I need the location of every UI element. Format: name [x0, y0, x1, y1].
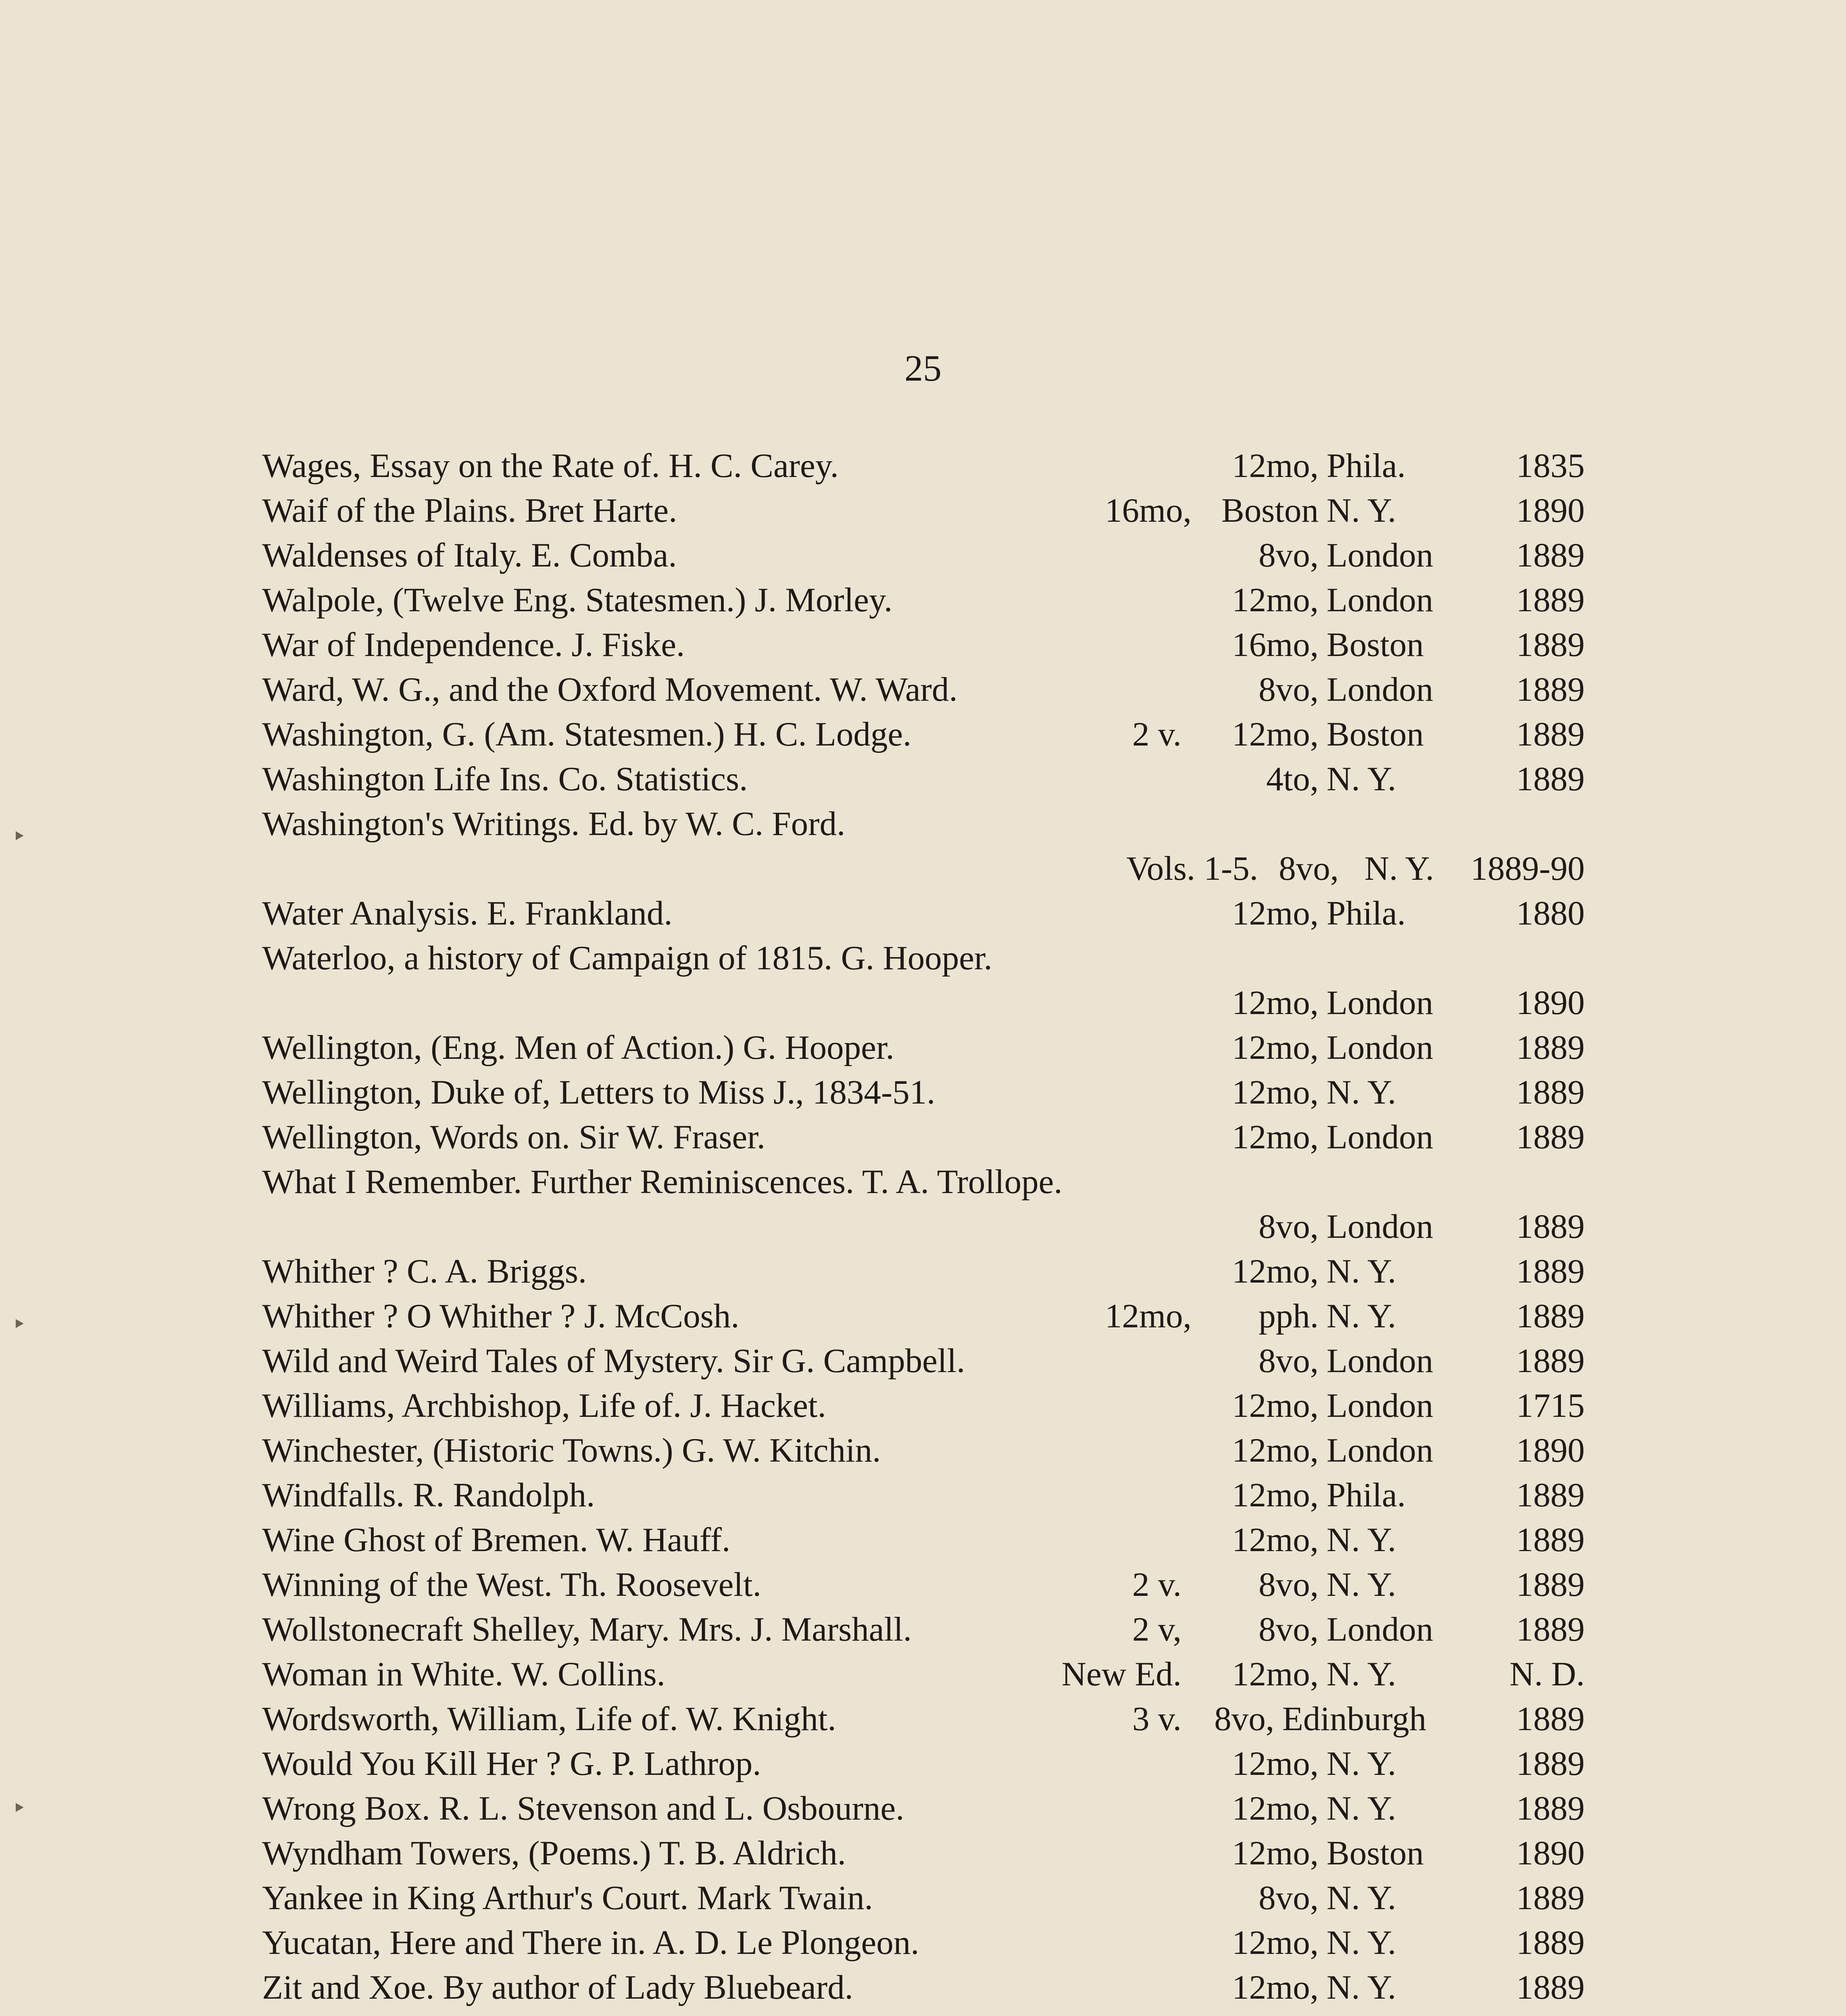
- catalog-entry: Whither ? O Whither ? J. McCosh. 12mo, pph. N. Y. 1889: [262, 1294, 1585, 1339]
- catalog-entry: Woman in White. W. Collins. New Ed. 12mo, N. Y. N. D.: [262, 1652, 1585, 1697]
- catalog-entry: Wrong Box. R. L. Stevenson and L. Osbourne. 12mo, N. Y. 1889: [262, 1786, 1585, 1831]
- binding-hole-mark: ‣: [12, 1311, 27, 1338]
- catalog-entry: Wordsworth, William, Life of. W. Knight. 3 v. 8vo, Edinburgh 1889: [262, 1697, 1585, 1741]
- catalog-entry: Wyndham Towers, (Poems.) T. B. Aldrich. 12mo, Boston 1890: [262, 1831, 1585, 1876]
- catalog-entry: Would You Kill Her ? G. P. Lathrop. 12mo, N. Y. 1889: [262, 1741, 1585, 1786]
- entry-title: Washington's Writings. Ed. by W. C. Ford.: [262, 805, 846, 843]
- page-number: 25: [904, 348, 942, 389]
- catalog-entry: Wellington, (Eng. Men of Action.) G. Hooper. 12mo, London 1889: [262, 1025, 1585, 1070]
- catalog-entry: War of Independence. J. Fiske. 16mo, Boston 1889: [262, 623, 1585, 667]
- binding-hole-mark: ‣: [12, 1795, 27, 1822]
- catalog-entry: Windfalls. R. Randolph. 12mo, Phila. 1889: [262, 1473, 1585, 1518]
- entry-title: Walpole, (Twelve Eng. Statesmen.) J. Morley.: [262, 581, 893, 619]
- entry-title: Windfalls. R. Randolph.: [262, 1476, 595, 1514]
- entry-title: Wollstonecraft Shelley, Mary. Mrs. J. Marshall.: [262, 1610, 912, 1648]
- entry-title: Waldenses of Italy. E. Comba.: [262, 536, 677, 574]
- catalog-entry: Wellington, Words on. Sir W. Fraser. 12mo, London 1889: [262, 1115, 1585, 1160]
- entry-title: Wrong Box. R. L. Stevenson and L. Osbourne.: [262, 1789, 904, 1827]
- entry-title: Wordsworth, William, Life of. W. Knight.: [262, 1700, 836, 1738]
- entry-title: Would You Kill Her ? G. P. Lathrop.: [262, 1745, 761, 1783]
- entry-title: Wellington, Words on. Sir W. Fraser.: [262, 1118, 765, 1156]
- catalog-entry: Wages, Essay on the Rate of. H. C. Carey. 12mo, Phila. 1835: [262, 444, 1585, 488]
- entry-title: Wages, Essay on the Rate of. H. C. Carey.: [262, 447, 839, 485]
- entry-title: Wine Ghost of Bremen. W. Hauff.: [262, 1521, 731, 1559]
- entry-title: Whither ? O Whither ? J. McCosh.: [262, 1297, 740, 1335]
- entry-title: Winning of the West. Th. Roosevelt.: [262, 1566, 761, 1604]
- entry-title: Woman in White. W. Collins.: [262, 1655, 665, 1693]
- catalog-entry: Wild and Weird Tales of Mystery. Sir G. Campbell. 8vo, London 1889: [262, 1339, 1585, 1383]
- catalog-entry: Winchester, (Historic Towns.) G. W. Kitchin. 12mo, London 1890: [262, 1428, 1585, 1473]
- entry-title: What I Remember. Further Reminiscences. T. A. Trollope.: [262, 1163, 1063, 1201]
- entry-title: Yucatan, Here and There in. A. D. Le Plongeon.: [262, 1924, 919, 1962]
- catalog-entry: Zit and Xoe. By author of Lady Bluebeard. 12mo, N. Y. 1889: [262, 1965, 1585, 2010]
- entry-title: Waif of the Plains. Bret Harte.: [262, 492, 677, 529]
- catalog-entry: Winning of the West. Th. Roosevelt. 2 v. 8vo, N. Y. 1889: [262, 1562, 1585, 1607]
- entry-title: Wild and Weird Tales of Mystery. Sir G. Campbell.: [262, 1342, 965, 1380]
- entry-title: Ward, W. G., and the Oxford Movement. W. Ward.: [262, 671, 958, 708]
- catalog-entry: Washington's Writings. Ed. by W. C. Ford. Vols. 1-5. 8vo, N. Y. 1889-90: [262, 802, 1585, 891]
- catalog-entry: What I Remember. Further Reminiscences. T. A. Trollope. 8vo, London 1889: [262, 1160, 1585, 1249]
- catalog-entry: Whither ? C. A. Briggs. 12mo, N. Y. 1889: [262, 1249, 1585, 1294]
- catalog-entry: Williams, Archbishop, Life of. J. Hacket. 12mo, London 1715: [262, 1383, 1585, 1428]
- entry-title: Winchester, (Historic Towns.) G. W. Kitchin.: [262, 1431, 881, 1469]
- entry-title: Waterloo, a history of Campaign of 1815. G. Hooper.: [262, 939, 992, 977]
- entry-title: Whither ? C. A. Briggs.: [262, 1252, 587, 1290]
- entry-title: Williams, Archbishop, Life of. J. Hacket.: [262, 1387, 826, 1425]
- catalog-entry: Wine Ghost of Bremen. W. Hauff. 12mo, N. Y. 1889: [262, 1518, 1585, 1562]
- entry-title: Wyndham Towers, (Poems.) T. B. Aldrich.: [262, 1834, 846, 1872]
- binding-hole-mark: ‣: [12, 823, 27, 850]
- catalog-entry: Washington Life Ins. Co. Statistics. 4to, N. Y. 1889: [262, 757, 1585, 802]
- catalog-list: [262, 444, 1585, 2010]
- entry-title: Wellington, (Eng. Men of Action.) G. Hooper.: [262, 1029, 894, 1066]
- catalog-entry: Washington, G. (Am. Statesmen.) H. C. Lodge. 2 v. 12mo, Boston 1889: [262, 712, 1585, 757]
- entry-title: Wellington, Duke of, Letters to Miss J., 1834-51.: [262, 1073, 936, 1111]
- catalog-entry: Waldenses of Italy. E. Comba. 8vo, London 1889: [262, 533, 1585, 578]
- entry-title: War of Independence. J. Fiske.: [262, 626, 685, 664]
- catalog-entry: Water Analysis. E. Frankland. 12mo, Phila. 1880: [262, 891, 1585, 936]
- entry-title: Water Analysis. E. Frankland.: [262, 894, 673, 932]
- catalog-entry: Yucatan, Here and There in. A. D. Le Plongeon. 12mo, N. Y. 1889: [262, 1920, 1585, 1965]
- catalog-entry: Wollstonecraft Shelley, Mary. Mrs. J. Marshall. 2 v, 8vo, London 1889: [262, 1607, 1585, 1652]
- catalog-entry: Walpole, (Twelve Eng. Statesmen.) J. Morley. 12mo, London 1889: [262, 578, 1585, 623]
- entry-title: Washington, G. (Am. Statesmen.) H. C. Lodge.: [262, 715, 912, 753]
- catalog-entry: Ward, W. G., and the Oxford Movement. W. Ward. 8vo, London 1889: [262, 667, 1585, 712]
- catalog-entry: Waterloo, a history of Campaign of 1815. G. Hooper. 12mo, London 1890: [262, 936, 1585, 1025]
- catalog-entry: Waif of the Plains. Bret Harte. 16mo, Boston N. Y. 1890: [262, 488, 1585, 533]
- entry-title: Zit and Xoe. By author of Lady Bluebeard.: [262, 1968, 853, 2006]
- entry-title: Washington Life Ins. Co. Statistics.: [262, 760, 748, 798]
- catalog-entry: Wellington, Duke of, Letters to Miss J., 1834-51. 12mo, N. Y. 1889: [262, 1070, 1585, 1115]
- entry-title: Yankee in King Arthur's Court. Mark Twain.: [262, 1879, 873, 1917]
- catalog-entry: Yankee in King Arthur's Court. Mark Twain. 8vo, N. Y. 1889: [262, 1876, 1585, 1920]
